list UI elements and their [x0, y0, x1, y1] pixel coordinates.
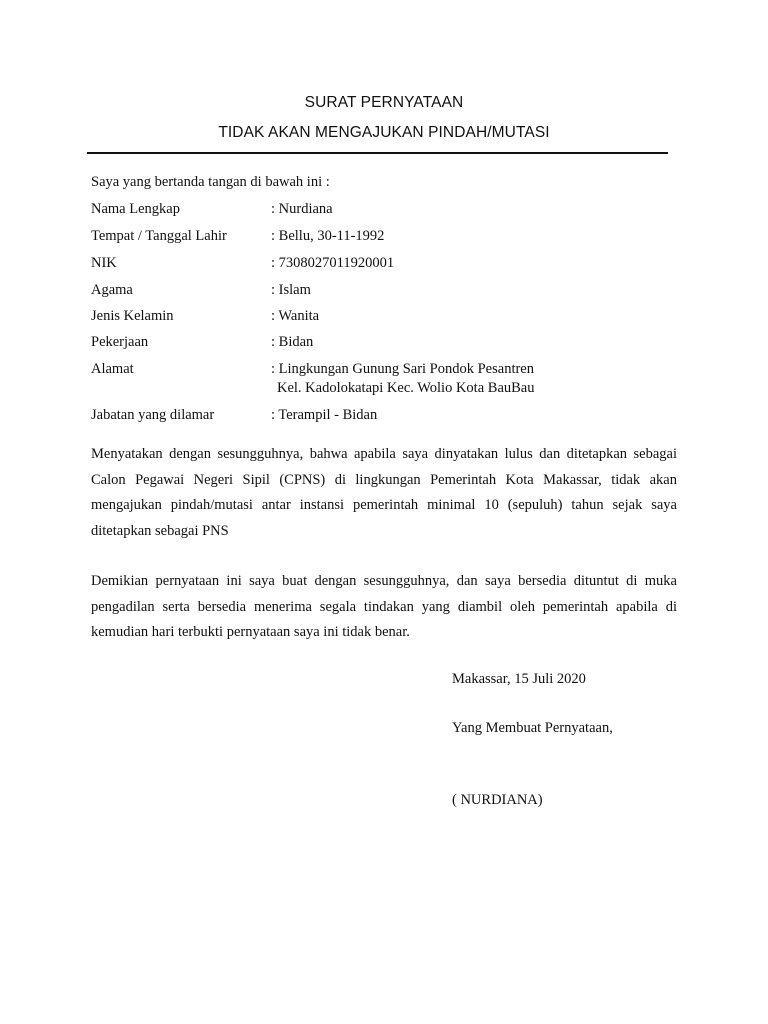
field-label-alamat: Alamat — [91, 361, 134, 377]
place-date: Makassar, 15 Juli 2020 — [452, 671, 586, 687]
field-label-pekerjaan: Pekerjaan — [91, 334, 149, 350]
closing-paragraph: Demikian pernyataan ini saya buat dengan sesungguhnya, dan saya bersedia dituntut di muka pengadilan serta bersedia menerima segala tindakan yang diambil oleh pemerintah apabila di kemudian hari terbukti pernyataan saya ini tidak benar. — [91, 573, 677, 640]
field-value-alamat: : Lingkungan Gunung Sari Pondok Pesantren — [271, 361, 534, 377]
statement-paragraph: Menyatakan dengan sesungguhnya, bahwa apabila saya dinyatakan lulus dan ditetapkan sebagai Calon Pegawai Negeri Sipil (CPNS) di lingkungan Pemerintah Kota Makassar, tidak akan mengajukan pindah/mutasi antar instansi pemerintah minimal 10 (sepuluh) tahun sejak saya ditetapkan sebagai PNS — [91, 446, 677, 539]
field-value-alamat-line2: Kel. Kadolokatapi Kec. Wolio Kota BauBau — [277, 380, 535, 396]
field-label-ttl: Tempat / Tanggal Lahir — [91, 228, 227, 244]
title-divider — [87, 152, 668, 154]
field-label-agama: Agama — [91, 282, 133, 298]
field-value-jabatan: : Terampil - Bidan — [271, 407, 378, 423]
document-title: SURAT PERNYATAAN — [304, 94, 464, 111]
intro-text: Saya yang bertanda tangan di bawah ini : — [91, 174, 330, 190]
field-value-pekerjaan: : Bidan — [271, 334, 314, 350]
field-label-jenis-kelamin: Jenis Kelamin — [91, 308, 174, 324]
field-label-jabatan: Jabatan yang dilamar — [91, 407, 215, 423]
field-value-jenis-kelamin: : Wanita — [271, 308, 320, 324]
field-value-agama: : Islam — [271, 282, 311, 298]
document-subtitle: TIDAK AKAN MENGAJUKAN PINDAH/MUTASI — [218, 124, 550, 141]
signer-label: Yang Membuat Pernyataan, — [452, 720, 613, 736]
field-label-nik: NIK — [91, 255, 117, 271]
field-value-nik: : 7308027011920001 — [271, 255, 395, 271]
field-label-nama: Nama Lengkap — [91, 201, 180, 217]
field-value-ttl: : Bellu, 30-11-1992 — [271, 228, 385, 244]
field-value-nama: : Nurdiana — [271, 201, 333, 217]
signer-name: ( NURDIANA) — [452, 792, 543, 808]
